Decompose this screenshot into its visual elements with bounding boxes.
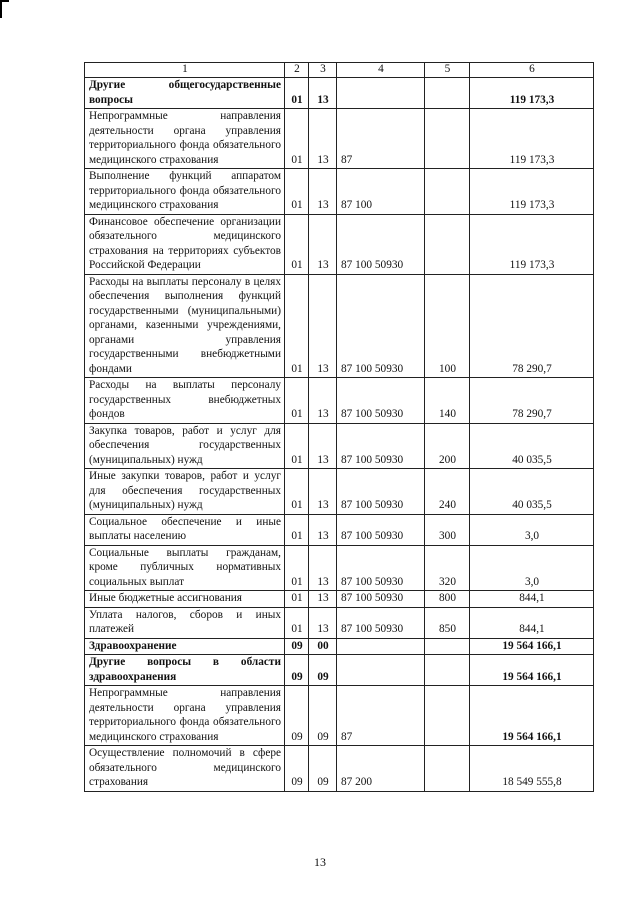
expense-type-code — [425, 686, 470, 746]
row-name: Осуществление полномочий в сфере обязательного медицинского страхования — [85, 746, 285, 792]
table-row — [85, 514, 594, 545]
subsection-code: 13 — [309, 607, 337, 638]
target-article-code: 87 — [337, 109, 425, 169]
row-name: Здравоохранение — [85, 638, 285, 655]
expense-type-code — [425, 655, 470, 686]
amount: 40 035,5 — [470, 469, 594, 515]
amount: 18 549 555,8 — [470, 746, 594, 792]
amount: 3,0 — [470, 545, 594, 591]
column-header: 4 — [337, 63, 425, 78]
expense-type-code — [425, 169, 470, 215]
column-header: 5 — [425, 63, 470, 78]
subsection-code: 09 — [309, 686, 337, 746]
amount: 119 173,3 — [470, 214, 594, 274]
table-row — [85, 686, 594, 746]
amount: 844,1 — [470, 591, 594, 608]
subsection-code: 13 — [309, 78, 337, 109]
section-code: 01 — [285, 469, 309, 515]
corner-mark — [0, 0, 9, 18]
column-header: 2 — [285, 63, 309, 78]
expense-type-code: 300 — [425, 514, 470, 545]
table-row — [85, 545, 594, 591]
section-code: 01 — [285, 514, 309, 545]
target-article-code — [337, 638, 425, 655]
target-article-code: 87 100 50930 — [337, 591, 425, 608]
column-header: 6 — [470, 63, 594, 78]
subsection-code: 00 — [309, 638, 337, 655]
expense-type-code — [425, 78, 470, 109]
subsection-code: 13 — [309, 423, 337, 469]
target-article-code: 87 100 50930 — [337, 423, 425, 469]
amount: 119 173,3 — [470, 169, 594, 215]
section-code: 01 — [285, 109, 309, 169]
target-article-code: 87 200 — [337, 746, 425, 792]
amount: 78 290,7 — [470, 274, 594, 378]
row-name: Иные закупки товаров, работ и услуг для обеспечения государственных (муниципальных) нужд — [85, 469, 285, 515]
section-code: 01 — [285, 545, 309, 591]
row-name: Непрограммные направления деятельности органа управления территориального фонда обязательного медицинского страхования — [85, 686, 285, 746]
target-article-code: 87 100 50930 — [337, 469, 425, 515]
table-body — [85, 78, 594, 792]
row-name: Выполнение функций аппаратом территориального фонда обязательного медицинского страхования — [85, 169, 285, 215]
subsection-code: 13 — [309, 469, 337, 515]
target-article-code: 87 100 50930 — [337, 607, 425, 638]
section-code: 01 — [285, 591, 309, 608]
amount: 19 564 166,1 — [470, 686, 594, 746]
row-name: Закупка товаров, работ и услуг для обеспечения государственных (муниципальных) нужд — [85, 423, 285, 469]
target-article-code: 87 — [337, 686, 425, 746]
column-header: 1 — [85, 63, 285, 78]
row-name: Другие общегосударственные вопросы — [85, 78, 285, 109]
section-code: 01 — [285, 169, 309, 215]
expense-type-code — [425, 638, 470, 655]
table-row — [85, 109, 594, 169]
section-code: 09 — [285, 638, 309, 655]
row-name: Уплата налогов, сборов и иных платежей — [85, 607, 285, 638]
amount: 844,1 — [470, 607, 594, 638]
table-row — [85, 423, 594, 469]
table-row — [85, 78, 594, 109]
target-article-code — [337, 655, 425, 686]
target-article-code: 87 100 50930 — [337, 545, 425, 591]
table-row — [85, 746, 594, 792]
column-header: 3 — [309, 63, 337, 78]
subsection-code: 13 — [309, 169, 337, 215]
table-row — [85, 274, 594, 378]
expense-type-code — [425, 214, 470, 274]
budget-table — [84, 62, 594, 792]
table-row — [85, 607, 594, 638]
expense-type-code — [425, 746, 470, 792]
subsection-code: 09 — [309, 746, 337, 792]
subsection-code: 13 — [309, 109, 337, 169]
amount: 40 035,5 — [470, 423, 594, 469]
subsection-code: 09 — [309, 655, 337, 686]
table-row — [85, 169, 594, 215]
section-code: 01 — [285, 607, 309, 638]
row-name: Иные бюджетные ассигнования — [85, 591, 285, 608]
target-article-code: 87 100 50930 — [337, 514, 425, 545]
section-code: 01 — [285, 214, 309, 274]
target-article-code: 87 100 50930 — [337, 378, 425, 424]
row-name: Непрограммные направления деятельности органа управления территориального фонда обязательного медицинского страхования — [85, 109, 285, 169]
subsection-code: 13 — [309, 214, 337, 274]
expense-type-code: 320 — [425, 545, 470, 591]
expense-type-code: 240 — [425, 469, 470, 515]
table-row — [85, 378, 594, 424]
expense-type-code: 850 — [425, 607, 470, 638]
row-name: Социальное обеспечение и иные выплаты населению — [85, 514, 285, 545]
section-code: 01 — [285, 274, 309, 378]
expense-type-code: 200 — [425, 423, 470, 469]
target-article-code — [337, 78, 425, 109]
expense-type-code — [425, 109, 470, 169]
amount: 19 564 166,1 — [470, 655, 594, 686]
section-code: 09 — [285, 746, 309, 792]
amount: 19 564 166,1 — [470, 638, 594, 655]
subsection-code: 13 — [309, 378, 337, 424]
row-name: Расходы на выплаты персоналу в целях обеспечения выполнения функций государственными (муниципальными) органами, казенными учреждениями, органами управления государственными внебюджетными фондами — [85, 274, 285, 378]
row-name: Финансовое обеспечение организации обязательного медицинского страхования на территориях субъектов Российской Федерации — [85, 214, 285, 274]
subsection-code: 13 — [309, 591, 337, 608]
amount: 78 290,7 — [470, 378, 594, 424]
table-row — [85, 591, 594, 608]
table-row — [85, 469, 594, 515]
row-name: Другие вопросы в области здравоохранения — [85, 655, 285, 686]
amount: 119 173,3 — [470, 109, 594, 169]
section-code: 01 — [285, 423, 309, 469]
target-article-code: 87 100 50930 — [337, 214, 425, 274]
section-code: 09 — [285, 655, 309, 686]
expense-type-code: 800 — [425, 591, 470, 608]
expense-type-code: 100 — [425, 274, 470, 378]
amount: 119 173,3 — [470, 78, 594, 109]
subsection-code: 13 — [309, 514, 337, 545]
subsection-code: 13 — [309, 274, 337, 378]
expense-type-code: 140 — [425, 378, 470, 424]
table-row — [85, 214, 594, 274]
page-number: 13 — [314, 855, 326, 869]
table-row — [85, 638, 594, 655]
target-article-code: 87 100 — [337, 169, 425, 215]
amount: 3,0 — [470, 514, 594, 545]
row-name: Расходы на выплаты персоналу государственных внебюджетных фондов — [85, 378, 285, 424]
section-code: 01 — [285, 378, 309, 424]
section-code: 01 — [285, 78, 309, 109]
section-code: 09 — [285, 686, 309, 746]
table-row — [85, 655, 594, 686]
row-name: Социальные выплаты гражданам, кроме публичных нормативных социальных выплат — [85, 545, 285, 591]
target-article-code: 87 100 50930 — [337, 274, 425, 378]
header-row — [85, 63, 594, 78]
subsection-code: 13 — [309, 545, 337, 591]
